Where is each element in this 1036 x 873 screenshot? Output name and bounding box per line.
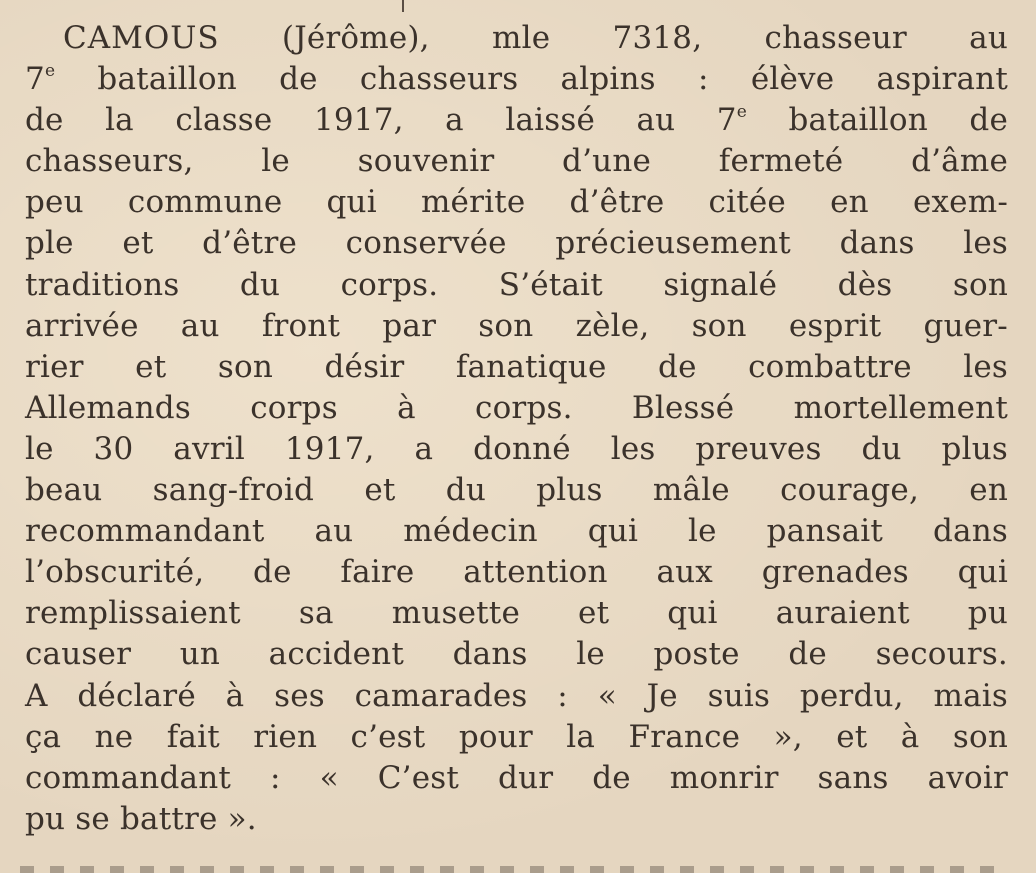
- article-line: [25, 18, 1008, 59]
- article-line: remplissaient sa musette et qui auraient pu: [25, 595, 1008, 632]
- column-rule-mark: [402, 0, 404, 12]
- article-line: le 30 avril 1917, a donné les preuves du plus: [25, 430, 1008, 467]
- article-line: pu se battre ».: [25, 800, 257, 837]
- article-line: traditions du corps. S’était signalé dès son: [25, 266, 1008, 303]
- article-line: chasseurs, le souvenir d’une fermeté d’âme: [25, 143, 1008, 180]
- article-line: Allemands corps à corps. Blessé mortellement: [25, 389, 1008, 426]
- article-line: A déclaré à ses camarades : « Je suis perdu, mais: [25, 677, 1008, 714]
- article-line: recommandant au médecin qui le pansait dans: [25, 513, 1008, 550]
- article-text: (Jérôme), mle 7318, chasseur au: [219, 20, 1008, 56]
- article-text: 7: [25, 61, 45, 98]
- article-line: causer un accident dans le poste de secours.: [25, 636, 1008, 673]
- article-line: [25, 59, 1008, 100]
- citation-article: [25, 18, 1008, 840]
- cut-off-next-line: [20, 866, 1010, 873]
- article-line: ça ne fait rien c’est pour la France », et à son: [25, 718, 1008, 755]
- article-text: bataillon de chasseurs alpins : élève aspirant: [55, 61, 1008, 98]
- article-line: beau sang-froid et du plus mâle courage, en: [25, 472, 1008, 509]
- superscript: e: [44, 61, 56, 82]
- article-line: commandant : « C’est dur de monrir sans avoir: [25, 759, 1008, 796]
- article-text: de la classe 1917, a laissé au 7: [25, 102, 737, 139]
- article-line: peu commune qui mérite d’être citée en exem-: [25, 184, 1008, 221]
- article-line: l’obscurité, de faire attention aux grenades qui: [25, 554, 1008, 591]
- article-line: rier et son désir fanatique de combattre les: [25, 348, 1008, 385]
- article-line: arrivée au front par son zèle, son esprit guer-: [25, 307, 1008, 344]
- superscript: e: [736, 102, 748, 123]
- article-line: ple et d’être conservée précieusement dans les: [25, 225, 1008, 262]
- article-line: [25, 100, 1008, 141]
- article-text: bataillon de: [747, 102, 1008, 139]
- soldier-name: CAMOUS: [63, 20, 220, 56]
